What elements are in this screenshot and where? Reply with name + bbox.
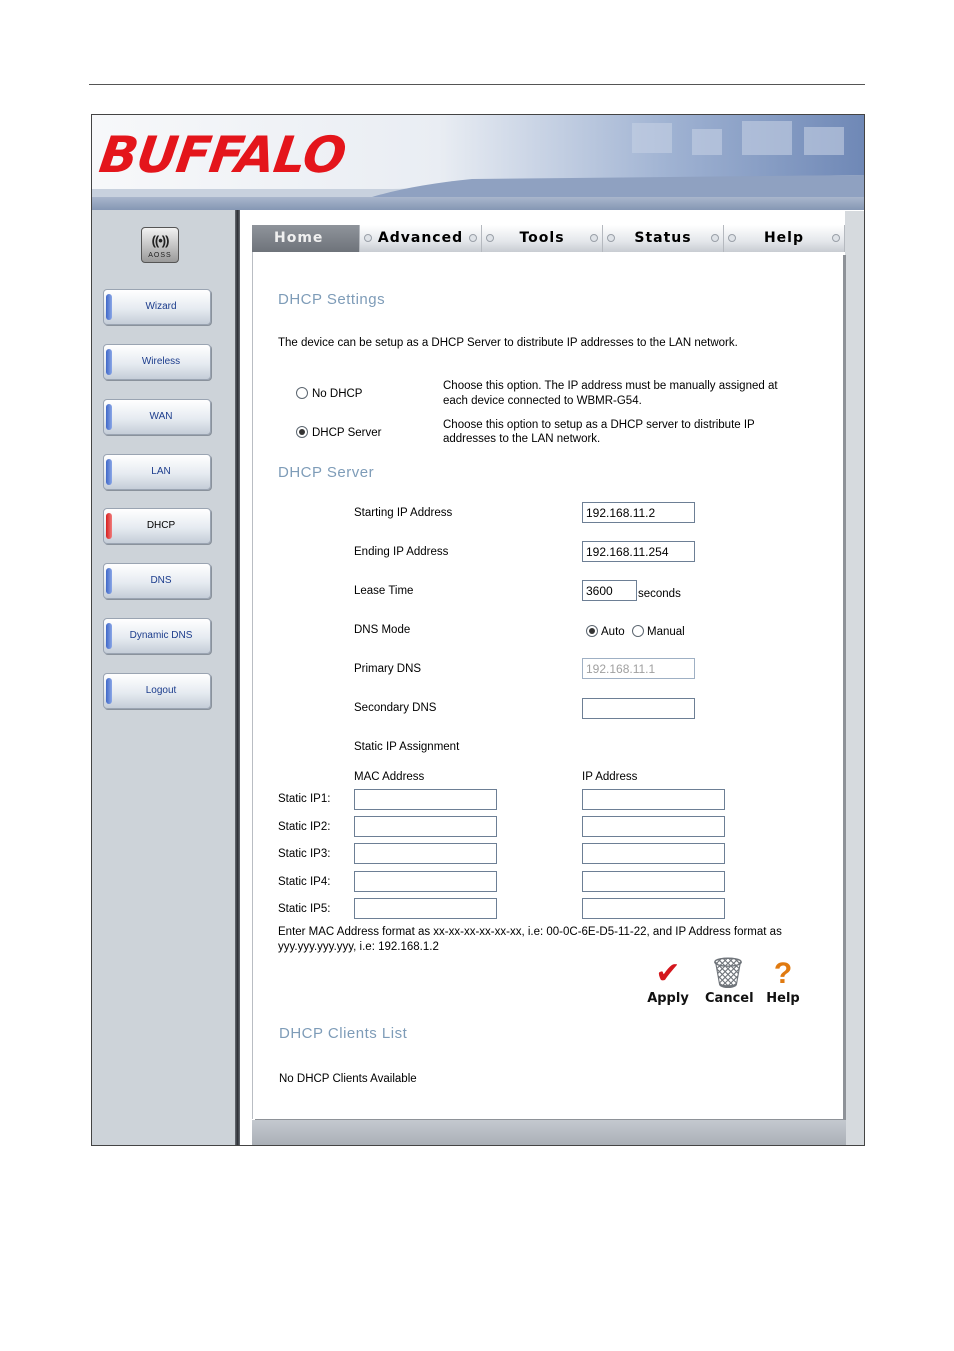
starting-ip-label: Starting IP Address [354, 507, 453, 519]
tab-label: Advanced [377, 230, 464, 246]
static-ip4-label: Static IP4: [278, 876, 331, 888]
dhcp-server-description-line2: addresses to the LAN network. [443, 433, 601, 445]
lease-time-label: Lease Time [354, 585, 414, 597]
nav-indicator [106, 404, 112, 430]
sidebar-item-label: Dynamic DNS [129, 630, 193, 641]
no-dhcp-label: No DHCP [312, 388, 363, 400]
sidebar [92, 210, 235, 1145]
static-ip1-mac-input[interactable] [354, 789, 497, 810]
nav-indicator [106, 568, 112, 594]
dhcp-settings-title: DHCP Settings [278, 291, 386, 308]
sidebar-item-label: WAN [149, 411, 173, 422]
apply-label: Apply [647, 991, 689, 1006]
tab-dot-icon [590, 234, 598, 242]
tab-advanced[interactable] [360, 225, 482, 252]
sidebar-item-dhcp[interactable] [103, 508, 211, 544]
dhcp-clients-list-title: DHCP Clients List [279, 1025, 408, 1042]
banner-strip [92, 197, 864, 210]
cancel-label: Cancel [705, 991, 754, 1006]
aoss-label: AOSS [148, 252, 172, 259]
sidebar-item-label: DNS [150, 575, 172, 586]
tab-label: Help [763, 230, 805, 246]
tab-dot-icon [469, 234, 477, 242]
header-banner [92, 115, 864, 210]
static-ip5-ip-input[interactable] [582, 898, 725, 919]
tab-label: Status [634, 230, 692, 246]
primary-dns-label: Primary DNS [354, 663, 422, 675]
sidebar-item-label: Wireless [141, 356, 181, 367]
sidebar-item-label: LAN [151, 466, 171, 477]
static-ip1-label: Static IP1: [278, 793, 331, 805]
static-ip5-label: Static IP5: [278, 903, 331, 915]
nav-indicator [106, 294, 112, 320]
help-label: Help [766, 991, 800, 1006]
static-ip3-mac-input[interactable] [354, 843, 497, 864]
tab-help[interactable] [724, 225, 845, 252]
apply-button[interactable] [645, 957, 691, 1011]
mac-address-header: MAC Address [354, 771, 425, 783]
static-ip1-ip-input[interactable] [582, 789, 725, 810]
static-ip4-mac-input[interactable] [354, 871, 497, 892]
no-dhcp-description-line1: Choose this option. The IP address must be manually assigned at [443, 380, 778, 392]
secondary-dns-label: Secondary DNS [354, 702, 437, 714]
top-tab-bar [252, 225, 845, 252]
lease-time-unit: seconds [638, 588, 681, 600]
sidebar-item-logout[interactable] [103, 673, 211, 709]
checkmark-icon: ✔ [655, 957, 681, 990]
page-top-rule [89, 84, 865, 85]
sidebar-item-wizard[interactable] [103, 289, 211, 325]
nav-indicator [106, 349, 112, 375]
ending-ip-label: Ending IP Address [354, 546, 449, 558]
dhcp-server-label: DHCP Server [312, 427, 382, 439]
static-ip2-mac-input[interactable] [354, 816, 497, 837]
dns-mode-manual-radio[interactable] [632, 625, 644, 637]
nav-indicator [106, 678, 112, 704]
static-ip-assignment-label: Static IP Assignment [354, 741, 460, 753]
question-mark-icon: ? [773, 957, 793, 990]
lease-time-input[interactable] [582, 580, 637, 601]
panel-bottom-shadow [252, 1120, 846, 1145]
dhcp-server-title: DHCP Server [278, 464, 375, 481]
right-gutter [845, 211, 864, 1145]
sidebar-item-wireless[interactable] [103, 344, 211, 380]
tab-dot-icon [711, 234, 719, 242]
tab-home[interactable] [252, 225, 360, 252]
no-dhcp-radio[interactable] [296, 387, 308, 399]
secondary-dns-input[interactable] [582, 698, 695, 719]
aoss-wireless-icon: ((•)) [151, 233, 169, 248]
content-panel [252, 252, 843, 1119]
sidebar-item-label: Logout [145, 685, 177, 696]
static-ip2-label: Static IP2: [278, 821, 331, 833]
help-button[interactable] [760, 957, 806, 1011]
dhcp-clients-empty-text: No DHCP Clients Available [279, 1073, 417, 1085]
ending-ip-input[interactable] [582, 541, 695, 562]
nav-indicator [106, 513, 112, 539]
format-note-line1: Enter MAC Address format as xx-xx-xx-xx-xx-xx, i.e: 00-0C-6E-D5-11-22, and IP Address format as [278, 926, 782, 938]
starting-ip-input[interactable] [582, 502, 695, 523]
sidebar-divider [235, 210, 240, 1145]
sidebar-item-wan[interactable] [103, 399, 211, 435]
aoss-button[interactable] [141, 227, 179, 263]
static-ip5-mac-input[interactable] [354, 898, 497, 919]
trash-can-icon: 🗑 [708, 957, 748, 990]
static-ip4-ip-input[interactable] [582, 871, 725, 892]
dns-mode-auto-label: Auto [601, 626, 625, 638]
tab-label: Home [274, 230, 324, 246]
tab-label: Tools [519, 230, 565, 246]
ip-address-header: IP Address [582, 771, 638, 783]
dhcp-server-description-line1: Choose this option to setup as a DHCP server to distribute IP [443, 419, 755, 431]
dns-mode-label: DNS Mode [354, 624, 411, 636]
nav-indicator [106, 459, 112, 485]
sidebar-item-dns[interactable] [103, 563, 211, 599]
static-ip3-ip-input[interactable] [582, 843, 725, 864]
primary-dns-input[interactable] [582, 658, 695, 679]
no-dhcp-description-line2: each device connected to WBMR-G54. [443, 395, 642, 407]
tab-status[interactable] [603, 225, 724, 252]
format-note-line2: yyy.yyy.yyy.yyy, i.e: 192.168.1.2 [278, 941, 439, 953]
dhcp-server-radio[interactable] [296, 426, 308, 438]
static-ip2-ip-input[interactable] [582, 816, 725, 837]
cancel-button[interactable] [705, 957, 754, 1011]
router-admin-window [91, 114, 865, 1146]
tab-tools[interactable] [482, 225, 603, 252]
nav-indicator [106, 623, 112, 649]
tab-dot-icon [832, 234, 840, 242]
sidebar-item-label: DHCP [146, 520, 176, 531]
sidebar-item-dynamic-dns[interactable] [103, 618, 211, 654]
buffalo-logo: BUFFALO [95, 126, 349, 184]
static-ip3-label: Static IP3: [278, 848, 331, 860]
sidebar-item-lan[interactable] [103, 454, 211, 490]
dhcp-settings-description: The device can be setup as a DHCP Server to distribute IP addresses to the LAN network. [278, 337, 738, 349]
dns-mode-manual-label: Manual [647, 626, 685, 638]
sidebar-item-label: Wizard [145, 301, 177, 312]
dns-mode-auto-radio[interactable] [586, 625, 598, 637]
